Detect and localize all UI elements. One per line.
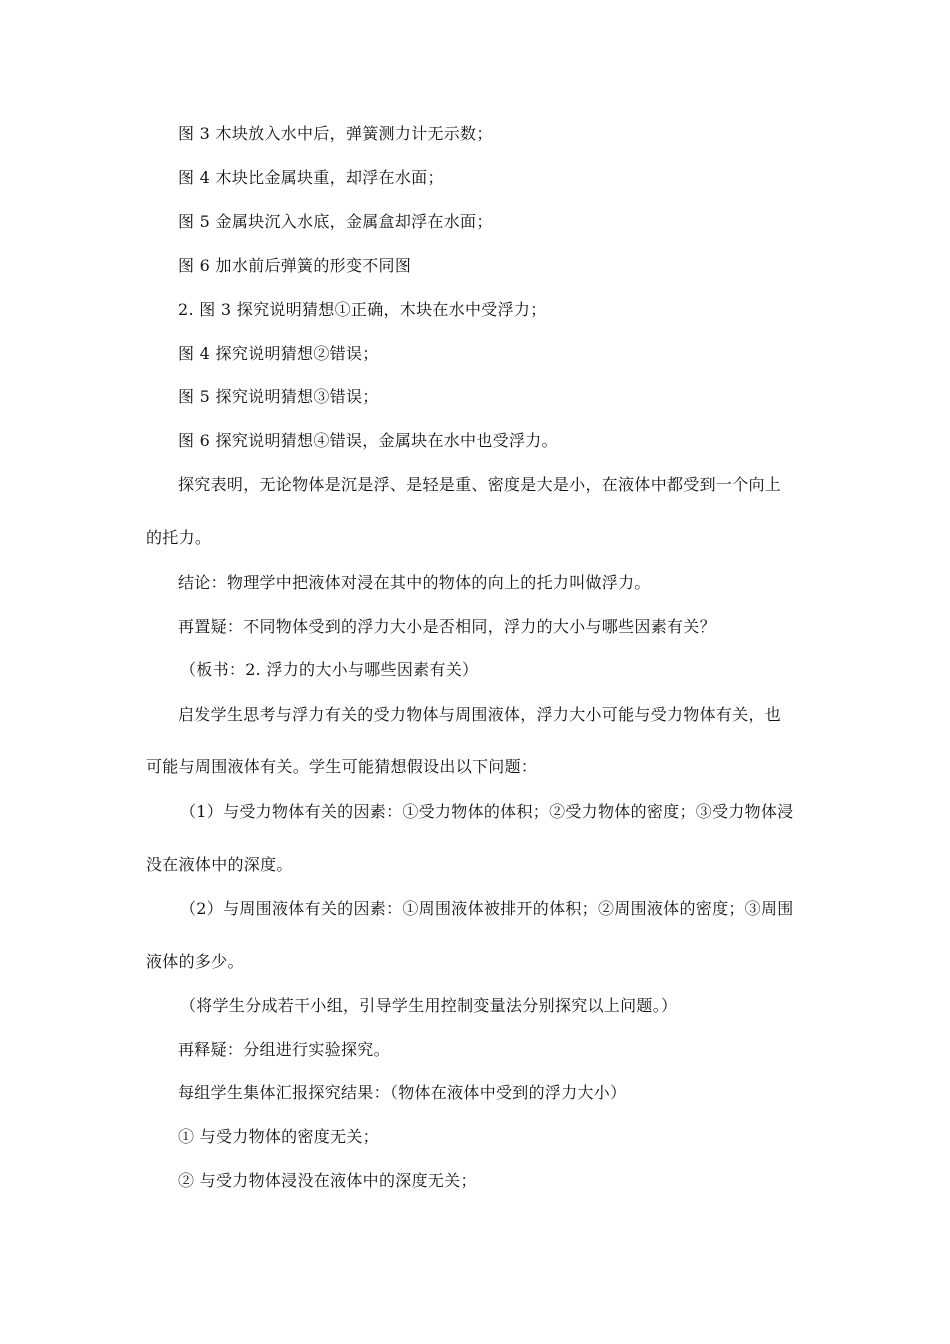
text-line: 图 6 加水前后弹簧的形变不同图 [178, 256, 412, 275]
text-line: 结论：物理学中把液体对浸在其中的物体的向上的托力叫做浮力。 [178, 573, 651, 592]
text-line: （2）与周围液体有关的因素：①周围液体被排开的体积；②周围液体的密度；③周围 [180, 899, 794, 918]
text-line: 启发学生思考与浮力有关的受力物体与周围液体，浮力大小可能与受力物体有关，也 [178, 705, 782, 724]
text-line: 再置疑：不同物体受到的浮力大小是否相同，浮力的大小与哪些因素有关？ [178, 617, 716, 636]
text-line: ② 与受力物体浸没在液体中的深度无关； [178, 1171, 477, 1190]
text-line: 图 3 木块放入水中后，弹簧测力计无示数； [178, 124, 493, 143]
text-line: 图 6 探究说明猜想④错误，金属块在水中也受浮力。 [178, 431, 558, 450]
text-line: 图 5 金属块沉入水底，金属盒却浮在水面； [178, 212, 493, 231]
text-line: 探究表明，无论物体是沉是浮、是轻是重、密度是大是小，在液体中都受到一个向上 [178, 475, 782, 494]
text-line: 的托力。 [146, 528, 212, 547]
text-line: 图 4 探究说明猜想②错误； [178, 344, 379, 363]
text-line: 没在液体中的深度。 [146, 855, 293, 874]
text-line: 可能与周围液体有关。学生可能猜想假设出以下问题： [146, 757, 538, 776]
text-line: 图 5 探究说明猜想③错误； [178, 387, 379, 406]
text-line: 图 4 木块比金属块重，却浮在水面； [178, 168, 444, 187]
text-line: （1）与受力物体有关的因素：①受力物体的体积；②受力物体的密度；③受力物体浸 [180, 802, 794, 821]
text-line: 液体的多少。 [146, 952, 244, 971]
text-line: （板书：2. 浮力的大小与哪些因素有关） [180, 660, 479, 679]
text-line: 每组学生集体汇报探究结果：（物体在液体中受到的浮力大小） [178, 1083, 627, 1102]
text-line: 2. 图 3 探究说明猜想①正确，木块在水中受浮力； [178, 300, 547, 319]
text-line: ① 与受力物体的密度无关； [178, 1127, 379, 1146]
text-line: （将学生分成若干小组，引导学生用控制变量法分别探究以上问题。） [180, 996, 678, 1015]
text-line: 再释疑：分组进行实验探究。 [178, 1040, 390, 1059]
